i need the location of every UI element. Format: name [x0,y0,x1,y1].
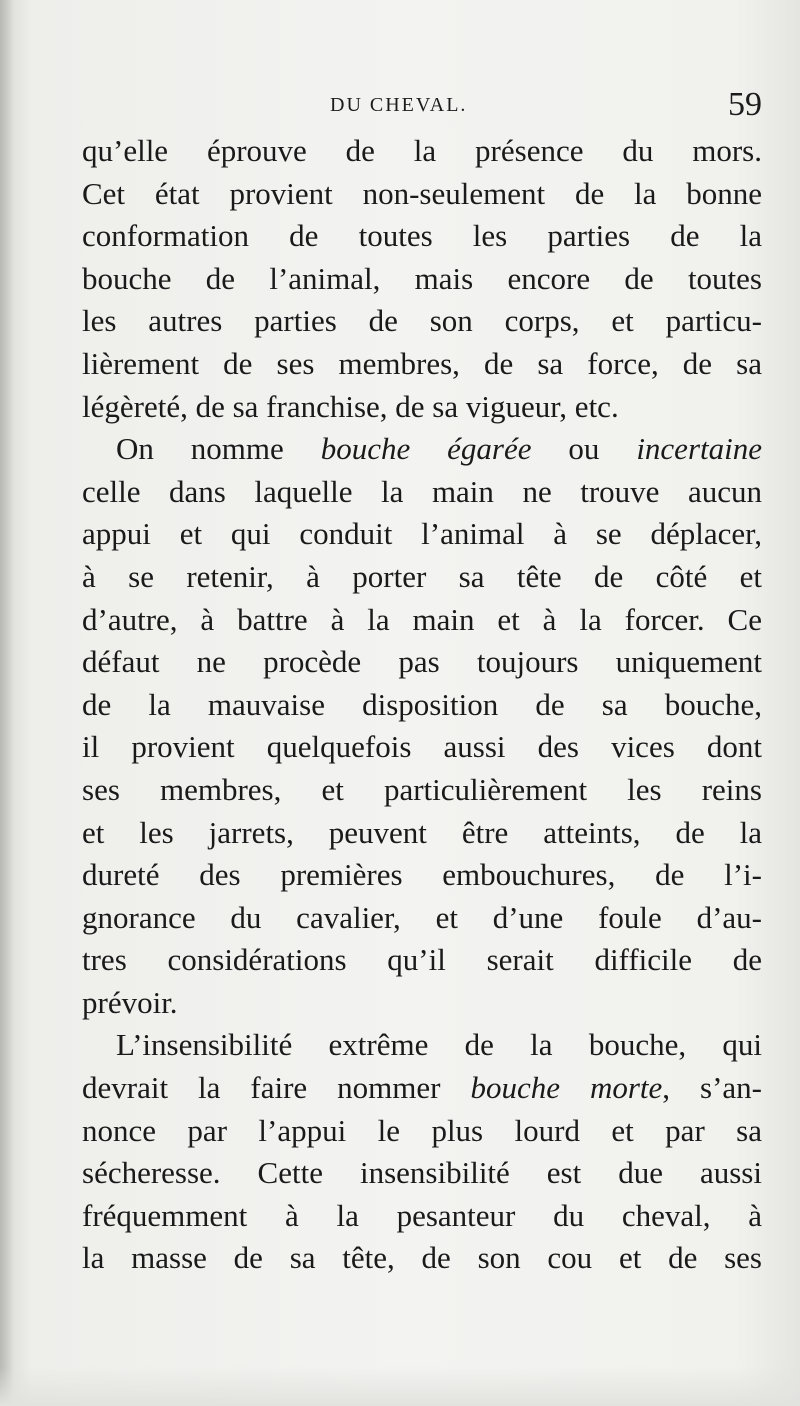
text-line: dureté des premières embouchures, de l’i- [82,857,762,893]
body-text [82,130,762,1280]
running-title: DU CHEVAL. [330,94,468,116]
text-line: celle dans laquelle la main ne trouve aucun [82,473,762,509]
text-line: prévoir. [82,984,178,1020]
italic-term: incertaine [636,431,762,467]
text-line: bouche de l’animal, mais encore de toutes [82,260,762,296]
text-line: tres considérations qu’il serait difficile de [82,942,762,978]
text-line: fréquemment à la pesanteur du cheval, à [82,1197,762,1233]
text-line: il provient quelquefois aussi des vices dont [82,729,762,765]
text-line: les autres parties de son corps, et particu- [82,303,762,339]
text-line-with-italics [82,1067,762,1110]
text-line-with-italics [82,428,762,471]
text-line: L’insensibilité extrême de la bouche, qui [116,1027,762,1063]
text-line: légèreté, de sa franchise, de sa vigueur, etc. [82,388,619,424]
text-line: lièrement de ses membres, de sa force, de sa [82,345,762,381]
text-line: à se retenir, à porter sa tête de côté et [82,558,762,594]
text-line: sécheresse. Cette insensibilité est due aussi [82,1155,762,1191]
text-line: ses membres, et particulièrement les reins [82,771,762,807]
text-line: de la mauvaise disposition de sa bouche, [82,686,762,722]
text-line: appui et qui conduit l’animal à se déplacer, [82,516,762,552]
page-gutter-shadow [0,0,14,1406]
text-line: gnorance du cavalier, et d’une foule d’au- [82,899,762,935]
text-segment: ou [531,431,637,467]
text-line: défaut ne procède pas toujours uniquement [82,644,762,680]
text-line: nonce par l’appui le plus lourd et par sa [82,1112,762,1148]
italic-term: bouche morte [470,1070,663,1106]
text-line: qu’elle éprouve de la présence du mors. [82,133,762,168]
text-line: la masse de sa tête, de son cou et de ses [82,1240,762,1276]
page-bottom-shade [0,1366,800,1406]
text-line: d’autre, à battre à la main et à la forcer. Ce [82,601,762,637]
text-segment: , s’an- [662,1070,762,1106]
text-line: Cet état provient non-seulement de la bonne [82,175,762,211]
text-line: conformation de toutes les parties de la [82,218,762,254]
text-segment: On nomme [116,431,321,467]
running-head [0,86,800,126]
text-segment: devrait la faire nommer [82,1070,471,1106]
italic-term: bouche égarée [320,431,532,467]
page-number: 59 [728,86,762,123]
text-line: et les jarrets, peuvent être atteints, de la [82,814,762,850]
